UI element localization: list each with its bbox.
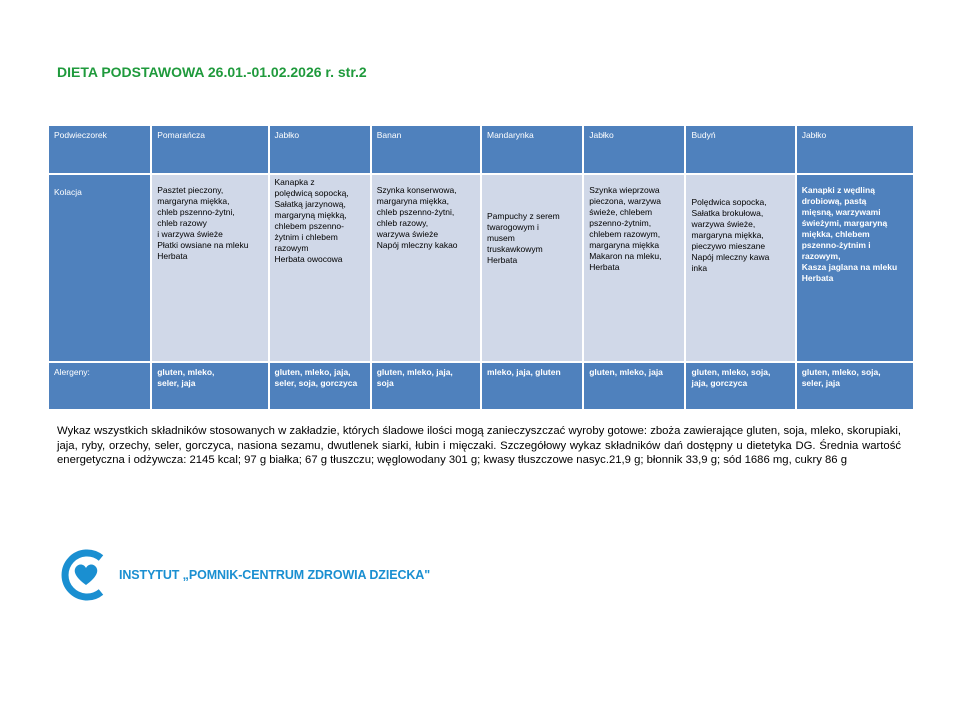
row-kolacja (49, 175, 913, 361)
row-label-alergeny: Alergeny: (49, 363, 150, 409)
page-title: DIETA PODSTAWOWA 26.01.-01.02.2026 r. str.2 (57, 64, 367, 80)
row-podwieczorek (49, 126, 913, 173)
cell-podwieczorek-1: Pomarańcza (152, 126, 267, 173)
cell-alergeny-7: gluten, mleko, soja, seler, jaja (797, 363, 913, 409)
cell-podwieczorek-6: Budyń (686, 126, 794, 173)
cell-podwieczorek-4: Mandarynka (482, 126, 582, 173)
cell-kolacja-2: Kanapka z polędwicą sopocką, Sałatką jarzynową, margaryną miękką, chlebem pszenno- żytnim i chlebem razowym Herbata owocowa (270, 175, 370, 361)
cell-kolacja-4: Pampuchy z serem twarogowym i musem truskawkowym Herbata (482, 175, 582, 361)
cell-alergeny-2: gluten, mleko, jaja, seler, soja, gorczyca (270, 363, 370, 409)
institute-logo (57, 549, 457, 601)
cell-kolacja-1: Pasztet pieczony, margaryna miękka, chleb pszenno-żytni, chleb razowy i warzywa świeże Płatki owsiane na mleku Herbata (152, 175, 267, 361)
cell-alergeny-4: mleko, jaja, gluten (482, 363, 582, 409)
ingredients-note: Wykaz wszystkich składników stosowanych w zakładzie, których śladowe ilości mogą zanieczyszczać wyroby gotowe: zboża zawierające gluten, soja, mleko, skorupiaki, jaja, ryby, orzechy, seler, gorczyca, nasiona sezamu, dwutlenek siarki, łubin i mięczaki. Szczegółowy wykaz składników dań dostępny u dietetyka DG. Średnia wartość energetyczna i odżywcza: 2145 kcal; 97 g białka; 67 g tłuszczu; węglowodany 301 g; kwasy tłuszczowe nasyc.21,9 g; błonnik 33,9 g; sód 1686 mg, cukry 86 g (57, 425, 901, 467)
menu-table (47, 124, 915, 411)
cell-podwieczorek-7: Jabłko (797, 126, 913, 173)
cell-alergeny-1: gluten, mleko, seler, jaja (152, 363, 267, 409)
cell-kolacja-7: Kanapki z wędliną drobiową, pastą mięsną, warzywami świeżymi, margaryną miękka, chlebem pszenno-żytnim i razowym, Kasza jaglana na mleku Herbata (797, 175, 913, 361)
heart-c-logo-icon (57, 549, 117, 601)
cell-alergeny-3: gluten, mleko, jaja, soja (372, 363, 480, 409)
cell-alergeny-6: gluten, mleko, soja, jaja, gorczyca (686, 363, 794, 409)
cell-podwieczorek-2: Jabłko (270, 126, 370, 173)
row-alergeny (49, 363, 913, 409)
cell-kolacja-3: Szynka konserwowa, margaryna miękka, chleb pszenno-żytni, chleb razowy, warzywa świeże Napój mleczny kakao (372, 175, 480, 361)
cell-alergeny-5: gluten, mleko, jaja (584, 363, 684, 409)
cell-podwieczorek-3: Banan (372, 126, 480, 173)
cell-kolacja-6: Polędwica sopocka, Sałatka brokułowa, warzywa świeże, margaryna miękka, pieczywo mieszane Napój mleczny kawa inka (686, 175, 794, 361)
cell-kolacja-5: Szynka wieprzowa pieczona, warzywa świeże, chlebem pszenno-żytnim, chlebem razowym, margaryna miękka Makaron na mleku, Herbata (584, 175, 684, 361)
row-label-podwieczorek: Podwieczorek (49, 126, 150, 173)
institute-name: INSTYTUT „POMNIK-CENTRUM ZDROWIA DZIECKA" (119, 568, 431, 582)
row-label-kolacja: Kolacja (49, 175, 150, 361)
cell-podwieczorek-5: Jabłko (584, 126, 684, 173)
